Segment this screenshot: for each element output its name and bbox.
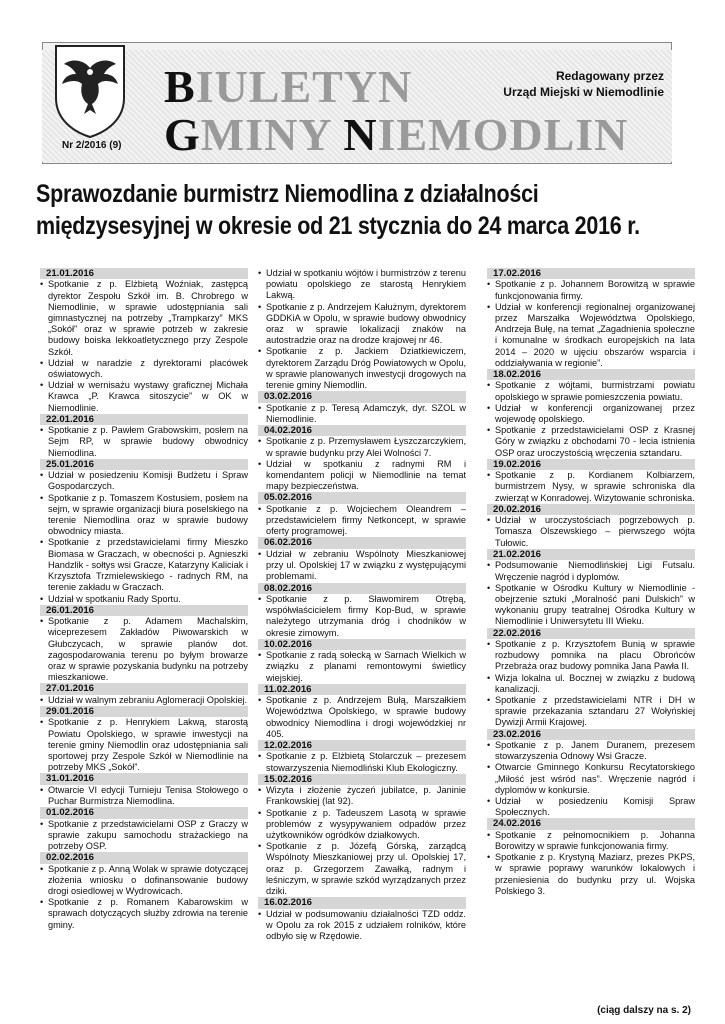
entry-date: 18.02.2016 (487, 369, 695, 380)
list-item: • Spotkanie z p. Romanem Kabarowskim w sprawach dotyczących służby zdrowia na terenie gminy. (40, 897, 248, 931)
list-item: • Udział w walnym zebraniu Aglomeracji Opolskiej. (40, 695, 248, 706)
list-item: • Wizja lokalna ul. Bocznej w związku z budową kanalizacji. (487, 673, 695, 695)
list-item: • Spotkanie z pełnomocnikiem p. Johanna Borowitzy w sprawie funkcjonowania firmy. (487, 830, 695, 852)
entry-date: 04.02.2016 (258, 425, 466, 436)
list-item: • Spotkanie z p. Pawłem Grabowskim, posłem na Sejm RP, w sprawie budowy obwodnicy Niemodlina. (40, 425, 248, 459)
entry-date: 27.01.2016 (40, 683, 248, 694)
list-item: • Udział w naradzie z dyrektorami placówek oświatowych. (40, 358, 248, 380)
entry-date: 03.02.2016 (258, 391, 466, 402)
entry-date: 16.02.2016 (258, 897, 466, 908)
list-item: • Udział w konferencji regionalnej organizowanej przez Marszałka Województwa Opolskiego, Andrzeja Bułę, na temat „Zagadnienia społeczne i komunalne w środkach europejskich na lata 2014 – 2020 w ujęciu obszarów wsparcia i oddziaływania w regionie”. (487, 302, 695, 369)
list-item: • Udział w posiedzeniu Komisji Budżetu i Spraw Gospodarczych. (40, 470, 248, 492)
entry-date: 12.02.2016 (258, 740, 466, 751)
entry-date: 15.02.2016 (258, 774, 466, 785)
title-line1-rest: IULETYN (195, 61, 413, 112)
entry-date: 23.02.2016 (487, 729, 695, 740)
editor-line1: Redagowany przez (555, 69, 664, 83)
list-item: • Spotkanie z p. Krystyną Maziarz, prezes PKPS, w sprawie poprawy warunków lokalowych i przeniesienia do budynku przy ul. Wojska Polskiego 3. (487, 852, 695, 897)
title-line2-part: MINY (200, 109, 344, 160)
entry-date: 05.02.2016 (258, 492, 466, 503)
list-item: • Spotkanie z p. Jackiem Dziatkiewiczem, dyrektorem Zarządu Dróg Powiatowych w Opolu, w sprawie planowanych inwestycji drogowych na terenie gminy Niemodlin. (258, 346, 466, 391)
entry-date: 21.01.2016 (40, 268, 248, 279)
list-item: • Udział w uroczystościach pogrzebowych p. Tomasza Olszewskiego – pierwszego wójta Tułowic. (487, 515, 695, 549)
list-item: • Spotkanie z p. Przemysławem Łyszczarczykiem, w sprawie budynku przy Alei Wolności 7. (258, 436, 466, 458)
list-item: • Otwarcie VI edycji Turnieju Tenisa Stołowego o Puchar Burmistrza Niemodlina. (40, 785, 248, 807)
title-initial-n: N (343, 109, 378, 160)
entry-date: 19.02.2016 (487, 459, 695, 470)
list-item: • Spotkanie z radą sołecką w Sarnach Wielkich w związku z planami remontowymi świetlicy wiejskiej. (258, 650, 466, 684)
list-item: • Udział w spotkaniu z radnymi RM i komendantem policji w Niemodlinie na temat mapy bezpieczeństwa. (258, 459, 466, 493)
list-item: • Udział w zebraniu Wspólnoty Mieszkaniowej przy ul. Opolskiej 17 w związku z występującymi problemami. (258, 549, 466, 583)
list-item: • Spotkanie z wójtami, burmistrzami powiatu opolskiego w sprawie pomieszczenia powiatu. (487, 380, 695, 402)
list-item: • Spotkanie z p. Sławomirem Otrębą, współwłaścicielem firmy Kop-Bud, w sprawie należytego utrzymania dróg i chodników w okresie zimowym. (258, 594, 466, 639)
list-item: • Spotkanie z p. Janem Duranem, prezesem stowarzyszenia Odnowy Wsi Gracze. (487, 740, 695, 762)
masthead (42, 42, 672, 164)
editor-line2: Urząd Miejski w Niemodlinie (503, 85, 664, 99)
list-item: • Spotkanie w Ośrodku Kultury w Niemodlinie - obejrzenie sztuki „Moralność pani Dulskich” w wykonaniu grupy teatralnej Ośrodka Kultury w Niemodlinie i Uniwersytetu III Wieku. (487, 583, 695, 628)
entry-date: 29.01.2016 (40, 706, 248, 717)
column-2 (258, 268, 466, 942)
entry-date: 06.02.2016 (258, 537, 466, 548)
list-item: • Otwarcie Gminnego Konkursu Recytatorskiego „Miłość jest wśród nas”. Wręczenie nagród i dyplomów w konkursie. (487, 762, 695, 796)
entry-date: 24.02.2016 (487, 818, 695, 829)
entry-date: 31.01.2016 (40, 773, 248, 784)
list-item: • Spotkanie z p. Tadeuszem Lasotą w sprawie problemów z wysypywaniem odpadów przez użytkowników ogródków działkowych. (258, 808, 466, 842)
list-item: • Spotkanie z p. Andrzejem Bułą, Marszałkiem Województwa Opolskiego, w sprawie budowy obwodnicy Niemodlina i drogi wojewódzkiej nr 405. (258, 695, 466, 740)
list-item: • Spotkanie z p. Teresą Adamczyk, dyr. SZOL w Niemodlinie. (258, 403, 466, 425)
list-item: • Spotkanie z p. Anną Wolak w sprawie dotyczącej złożenia wniosku o dofinansowanie budowy drogi osiedlowej w Wydrowicach. (40, 864, 248, 898)
headline-line2: międzysesyjnej w okresie od 21 stycznia do 24 marca 2016 r. (36, 212, 640, 240)
entry-date: 10.02.2016 (258, 639, 466, 650)
list-item: • Spotkanie z p. Johannem Borowitzą w sprawie funkcjonowania firmy. (487, 279, 695, 301)
list-item: • Udział w konferencji organizowanej przez wojewodę opolskiego. (487, 403, 695, 425)
list-item: • Spotkanie z p. Tomaszem Kostusiem, posłem na sejm, w sprawie organizacji biura poselskiego na terenie Niemodlina oraz w sprawie budowy obwodnicy miasta. (40, 493, 248, 538)
entry-date: 26.01.2016 (40, 605, 248, 616)
list-item: • Spotkanie z p. Krzysztofem Bunią w sprawie rozbudowy pomnika na placu Obrońców Przebraża oraz budowy pomnika Jana Pawła II. (487, 639, 695, 673)
eagle-crest-icon (50, 42, 130, 138)
list-item: • Wizyta i złożenie życzeń jubilatce, p. Janinie Frankowskiej (lat 92). (258, 785, 466, 807)
list-item: • Spotkanie z przedstawicielami NTR i DH w sprawie przekazania sztandaru 27 Wołyńskiej Dywizji Armii Krajowej. (487, 695, 695, 729)
list-item: • Udział w wernisażu wystawy graficznej Michała Krawca „P. Krawca sitoszycie” w OK w Niemodlinie. (40, 380, 248, 414)
list-item: • Spotkanie z p. Elżbietą Woźniak, zastępcą dyrektor Zespołu Szkół im. B. Chrobrego w Niemodlinie, w sprawie udostępniania sali gimnastycznej na potrzeby „Trampkarzy” MKS „Sokół” oraz w sprawie potrzeb w zakresie budowy boiska lekkoatletycznego przy Zespole Szkół. (40, 279, 248, 357)
title-initial-g: G (164, 109, 201, 160)
entry-date: 02.02.2016 (40, 852, 248, 863)
list-item: • Udział w posiedzeniu Komisji Spraw Społecznych. (487, 796, 695, 818)
entry-date: 21.02.2016 (487, 549, 695, 560)
list-item: • Udział w spotkaniu Rady Sportu. (40, 594, 248, 605)
continued-note: (ciąg dalszy na s. 2) (597, 1005, 691, 1016)
entry-date: 22.01.2016 (40, 414, 248, 425)
entry-date: 01.02.2016 (40, 807, 248, 818)
title-initial-b: B (164, 61, 196, 112)
title-line2-rest: IEMODLIN (377, 109, 629, 160)
column-1 (40, 268, 248, 931)
list-item: • Spotkanie z p. Adamem Machalskim, wiceprezesem Zakładów Piwowarskich w Głubczycach, w sprawie planów dot. zagospodarowania terenu po byłym browarze oraz w sprawie pozyskania budynku na potrzeby mieszkaniowe. (40, 616, 248, 683)
entry-date: 08.02.2016 (258, 583, 466, 594)
entry-date: 17.02.2016 (487, 268, 695, 279)
list-item: • Udział w podsumowaniu działalności TZD oddz. w Opolu za rok 2015 z udziałem rolników, które odbyło się w Rzędowie. (258, 909, 466, 943)
list-item: • Udział w spotkaniu wójtów i burmistrzów z terenu powiatu opolskiego ze starostą Henrykiem Lakwą. (258, 268, 466, 302)
entry-date: 25.01.2016 (40, 459, 248, 470)
list-item: • Spotkanie z p. Andrzejem Kałużnym, dyrektorem GDDKiA w Opolu, w sprawie budowy obwodnicy oraz w sprawie lokalizacji znaków na autostradzie oraz na drodze krajowej nr 46. (258, 302, 466, 347)
list-item: • Spotkanie z p. Kordianem Kolbiarzem, burmistrzem Nysy, w sprawie schroniska dla zwierząt w Konradowej. Wizytowanie schroniska. (487, 470, 695, 504)
list-item: • Spotkanie z przedstawicielami OSP z Krasnej Góry w związku z obchodami 70 - lecia istnienia OSP oraz uroczystością wręczenia sztandaru. (487, 425, 695, 459)
list-item: • Spotkanie z p. Henrykiem Lakwą, starostą Powiatu Opolskiego, w sprawie inwestycji na terenie gminy Niemodlin oraz udostępniania sali sportowej przy Zespole Szkół w Niemodlinie na potrzeby MKS „Sokół”. (40, 717, 248, 773)
list-item: • Spotkanie z przedstawicielami firmy Mieszko Biomasa w Graczach, w obecności p. Agnieszki Handzlik - sołtys wsi Gracze, Katarzyny Kaliciak i Krzysztofa Trzmielewskiego - radnych RM, na terenie zakładu w Graczach. (40, 537, 248, 593)
editor-info (503, 68, 664, 100)
issue-number: Nr 2/2016 (9) (62, 140, 122, 151)
column-3 (487, 268, 695, 897)
list-item: • Spotkanie z przedstawicielami OSP z Graczy w sprawie zakupu samochodu strażackiego na potrzeby OSP. (40, 819, 248, 853)
entry-date: 22.02.2016 (487, 628, 695, 639)
entry-date: 20.02.2016 (487, 504, 695, 515)
headline-line1: Sprawozdanie burmistrz Niemodlina z działalności (36, 180, 539, 208)
list-item: • Spotkanie z p. Elżbietą Stolarczuk – prezesem stowarzyszenia Niemodliński Klub Ekologiczny. (258, 751, 466, 773)
entry-date: 11.02.2016 (258, 684, 466, 695)
list-item: • Spotkanie z p. Wojciechem Oleandrem – przedstawicielem firmy Netkoncept, w sprawie oferty programowej. (258, 504, 466, 538)
list-item: • Spotkanie z p. Józefą Górską, zarządcą Wspólnoty Mieszkaniowej przy ul. Opolskiej 17, oraz p. Grzegorzem Zawałką, radnym i leśniczym, w sprawie szkód wyrządzanych przez dziki. (258, 841, 466, 897)
article-headline (36, 178, 640, 242)
list-item: • Podsumowanie Niemodlińskiej Ligi Futsalu. Wręczenie nagród i dyplomów. (487, 560, 695, 582)
